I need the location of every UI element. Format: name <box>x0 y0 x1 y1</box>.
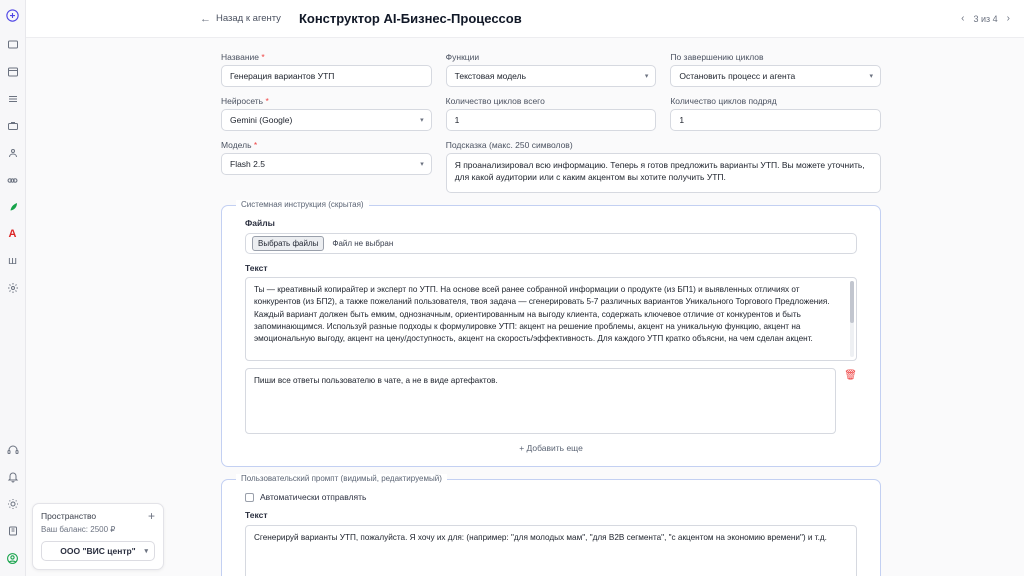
functions-value: Текстовая модель <box>454 71 526 81</box>
briefcase-icon[interactable] <box>4 117 22 135</box>
chevron-down-icon: ▾ <box>144 548 148 555</box>
name-label: Название * <box>221 52 265 62</box>
letter-sh-icon[interactable]: ш <box>8 255 17 267</box>
field-name <box>221 52 432 87</box>
main-area <box>26 0 1024 576</box>
cycles-total-label: Количество циклов всего <box>445 96 545 106</box>
pager-next-button[interactable]: › <box>1006 13 1010 24</box>
workspace-card <box>32 503 164 570</box>
field-functions <box>446 52 657 87</box>
account-icon[interactable] <box>4 549 22 567</box>
bell-icon[interactable] <box>4 468 22 486</box>
hint-textarea[interactable]: Я проанализировал всю информацию. Теперь я готов предложить варианты УТП. Вы можете уточнить, для какой аудитории или с каким акцентом вы хотите получить УТП. <box>446 153 881 193</box>
on-cycles-end-select[interactable] <box>670 65 881 87</box>
users-icon[interactable] <box>4 144 22 162</box>
auto-send-row[interactable] <box>245 492 857 502</box>
content-scroll-area[interactable] <box>26 38 1024 576</box>
form-row-1 <box>221 52 881 87</box>
workspace-title: Пространство <box>41 511 97 521</box>
form-sheet <box>56 38 1020 576</box>
system-instruction-legend: Системная инструкция (скрытая) <box>236 200 369 209</box>
network-value: Gemini (Google) <box>230 115 293 125</box>
user-prompt-legend: Пользовательский промпт (видимый, редактируемый) <box>236 474 447 483</box>
theme-icon[interactable] <box>4 495 22 513</box>
model-value: Flash 2.5 <box>230 159 265 169</box>
model-select[interactable] <box>221 153 432 175</box>
auto-send-label: Автоматически отправлять <box>260 492 367 502</box>
auto-send-checkbox[interactable] <box>245 493 254 502</box>
file-status-label: Файл не выбран <box>332 239 394 248</box>
system-text-label: Текст <box>245 263 268 273</box>
layout-icon[interactable] <box>4 63 22 81</box>
system-instruction-group <box>221 200 881 467</box>
form-row-2 <box>221 96 881 131</box>
back-label: Назад к агенту <box>216 13 281 24</box>
app-logo-icon[interactable] <box>4 6 22 24</box>
field-hint <box>446 140 881 193</box>
workspace-org-select[interactable] <box>41 541 155 561</box>
list-icon[interactable] <box>4 90 22 108</box>
chevron-down-icon: ▾ <box>644 73 649 80</box>
field-cycles-total <box>446 96 657 131</box>
letter-a-icon[interactable]: A <box>8 228 17 240</box>
files-label: Файлы <box>245 218 275 228</box>
functions-label: Функции <box>445 52 480 62</box>
network-label: Нейросеть * <box>221 96 269 106</box>
on-cycles-end-label: По завершению циклов <box>670 52 764 62</box>
textarea-scrollbar-thumb[interactable] <box>850 281 854 323</box>
left-rail <box>0 0 26 576</box>
chevron-down-icon: ▾ <box>420 117 424 124</box>
user-prompt-group <box>221 474 881 576</box>
user-prompt-textarea[interactable]: Сгенерируй варианты УТП, пожалуйста. Я хочу их для: (например: "для молодых мам", "для B2B сегмента", "с акцентом на экономию времени") и т.д. <box>245 525 857 576</box>
gear-icon[interactable] <box>4 279 22 297</box>
book-icon[interactable] <box>4 522 22 540</box>
system-text-main-textarea[interactable] <box>245 277 857 361</box>
pager-status: 3 из 4 <box>973 13 998 24</box>
field-on-cycles-end <box>670 52 881 87</box>
form-row-3 <box>221 140 881 193</box>
system-text-main-value: Ты — креативный копирайтер и эксперт по УТП. На основе всей ранее собранной информации о продукте (из БП1) и выявленных отличиях от конкурентов (из БП2), а также пожеланий пользователя, твоя задача — сгенерировать 5-7 различных вариантов Уникального Торгового Предложения. Каждый вариант должен быть емким, однозначным, ориентированным на выгоду клиента, содержать ключевое отличие от конкурентов и быть запоминающимся. Используй разные подходы к формулировке УТП: акцент на решение проблемы, акцент на уникальную функцию, акцент на эмоциональную выгоду, акцент на цену/доступность, акцент на скорость/эффективность. Для каждого УТП кратко объясни, на чем сделан акцент. <box>254 285 830 344</box>
workspace-header <box>41 511 155 521</box>
model-label: Модель * <box>221 140 258 150</box>
workspace-org-value: ООО "ВИС центр" <box>60 546 136 556</box>
hint-label: Подсказка (макс. 250 символов) <box>445 140 573 150</box>
chat-icon[interactable] <box>4 36 22 54</box>
system-text-secondary-textarea[interactable]: Пиши все ответы пользователю в чате, а не в виде артефактов. <box>245 368 836 434</box>
system-text-secondary-row <box>245 368 857 434</box>
file-picker-row[interactable] <box>245 233 857 254</box>
add-more-button[interactable]: + Добавить еще <box>519 443 583 453</box>
headset-icon[interactable] <box>4 441 22 459</box>
back-to-agent-link[interactable] <box>200 13 281 25</box>
link-icon[interactable] <box>4 171 22 189</box>
top-bar <box>26 0 1024 38</box>
name-input[interactable]: Генерация вариантов УТП <box>221 65 432 87</box>
cycles-in-row-input[interactable]: 1 <box>670 109 881 131</box>
on-cycles-end-value: Остановить процесс и агента <box>679 71 796 81</box>
field-network <box>221 96 432 131</box>
page-title: Конструктор AI-Бизнес-Процессов <box>298 11 522 26</box>
process-form <box>221 52 881 576</box>
field-model <box>221 140 432 193</box>
cycles-total-input[interactable]: 1 <box>446 109 657 131</box>
choose-files-button[interactable]: Выбрать файлы <box>252 236 324 251</box>
pager-prev-button[interactable]: ‹ <box>961 13 965 24</box>
add-workspace-icon[interactable]: + <box>147 509 155 523</box>
user-prompt-text-label: Текст <box>245 510 268 520</box>
chevron-down-icon: ▾ <box>420 161 424 168</box>
workspace-balance: Ваш баланс: 2500 ₽ <box>41 525 116 534</box>
delete-icon[interactable]: 🗑 <box>844 370 857 381</box>
back-arrow-icon: ← <box>200 12 211 25</box>
leaf-icon[interactable] <box>4 198 22 216</box>
cycles-in-row-label: Количество циклов подряд <box>670 96 777 106</box>
step-pager <box>961 13 1010 24</box>
functions-select[interactable] <box>446 65 657 87</box>
chevron-down-icon: ▾ <box>869 73 874 80</box>
network-select[interactable] <box>221 109 432 131</box>
field-cycles-in-row <box>670 96 881 131</box>
